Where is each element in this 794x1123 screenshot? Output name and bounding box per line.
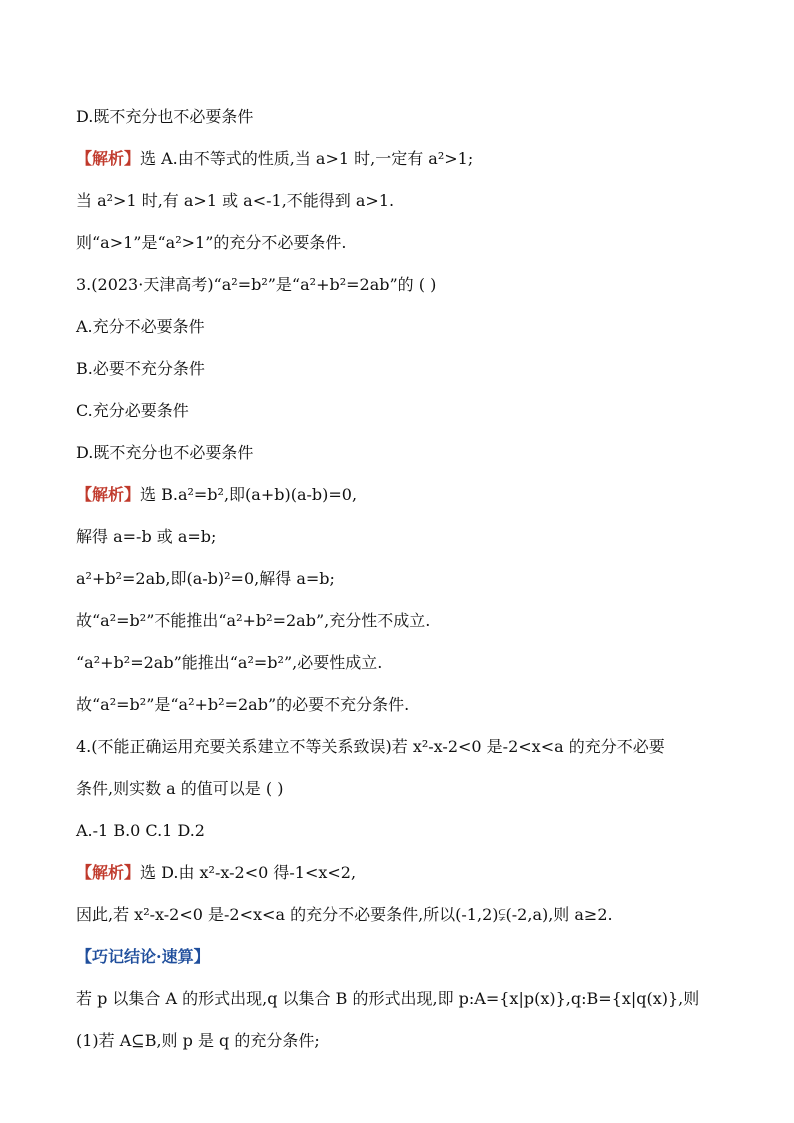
question-3-option-c: C.充分必要条件 (76, 401, 189, 420)
question-4-options: A.-1 B.0 C.1 D.2 (76, 821, 205, 840)
analysis-3-line-1: 【解析】选 B.a²=b²,即(a+b)(a-b)=0, (76, 485, 358, 504)
analysis-2-line-3: 则“a>1”是“a²>1”的充分不必要条件. (76, 233, 347, 252)
analysis-3-line-4: 故“a²=b²”不能推出“a²+b²=2ab”,充分性不成立. (76, 611, 431, 630)
analysis-2-line-1: 【解析】选 A.由不等式的性质,当 a>1 时,一定有 a²>1; (76, 149, 474, 168)
analysis-3-line-2: 解得 a=-b 或 a=b; (76, 527, 217, 546)
option-d-previous: D.既不充分也不必要条件 (76, 107, 254, 126)
analysis-4-line-2: 因此,若 x²-x-2<0 是-2<x<a 的充分不必要条件,所以(-1,2)⫋(-2,a),则 a≥2. (76, 905, 613, 924)
tip-heading: 【巧记结论·速算】 (76, 947, 210, 966)
question-4-stem-line-1: 4.(不能正确运用充要关系建立不等关系致误)若 x²-x-2<0 是-2<x<a 的充分不必要 (76, 737, 665, 756)
analysis-3-line-3: a²+b²=2ab,即(a-b)²=0,解得 a=b; (76, 569, 335, 588)
question-3-stem: 3.(2023·天津高考)“a²=b²”是“a²+b²=2ab”的 ( ) (76, 275, 437, 294)
analysis-3-line-6: 故“a²=b²”是“a²+b²=2ab”的必要不充分条件. (76, 695, 410, 714)
tip-line-1: 若 p 以集合 A 的形式出现,q 以集合 B 的形式出现,即 p:A={x|p(x)},q:B={x|q(x)},则 (76, 989, 700, 1008)
analysis-3-line-5: “a²+b²=2ab”能推出“a²=b²”,必要性成立. (76, 653, 383, 672)
question-3-option-b: B.必要不充分条件 (76, 359, 205, 378)
question-3-option-d: D.既不充分也不必要条件 (76, 443, 254, 462)
question-3-option-a: A.充分不必要条件 (76, 317, 205, 336)
question-4-stem-line-2: 条件,则实数 a 的值可以是 ( ) (76, 779, 284, 798)
tip-line-2: (1)若 A⊆B,则 p 是 q 的充分条件; (76, 1031, 320, 1050)
analysis-2-line-2: 当 a²>1 时,有 a>1 或 a<-1,不能得到 a>1. (76, 191, 395, 210)
analysis-4-line-1: 【解析】选 D.由 x²-x-2<0 得-1<x<2, (76, 863, 357, 882)
